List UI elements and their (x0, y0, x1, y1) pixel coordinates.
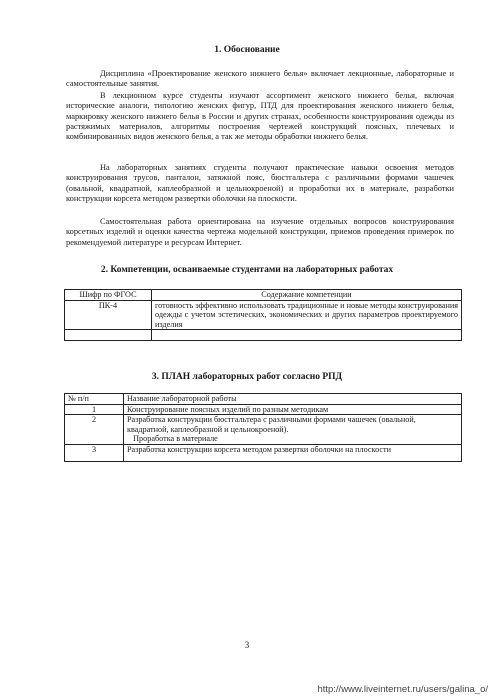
table-header-number: № п/п (65, 394, 124, 405)
table-header-row (65, 394, 462, 405)
table-cell-title: Конструирование поясных изделий по разным методикам (124, 404, 462, 415)
table-row-empty (65, 330, 462, 341)
table-header-content: Содержание компетенции (152, 290, 462, 301)
section-1-paragraph-2: В лекционном курсе студенты изучают ассортимент женского нижнего белья, включая исторические аналоги, типологию женских фигур, ПТД для проектирования женского нижнего белья, маркировку женского нижнего белья в России и других странах, особенности конструирования одежды из растяжимых материалов, алгоритмы построения чертежей конструкций поясных, плечевых и комбинированных видов женского белья, а так же методы обработки нижнего белья. (66, 91, 454, 142)
table-cell-content (152, 330, 462, 341)
table-row (65, 415, 462, 445)
table-cell-content: готовность эффективно использовать традиционные и новые методы конструирования одежды с учетом эстетических, экономических и других параметров проектируемого изделия (152, 300, 462, 330)
table-cell-title: Разработка конструкции бюстгальтера с различными формами чашечек (овальной, квадратной, каплеобразной и цельнокроеной). Проработка в материале (124, 415, 462, 445)
table-header-code: Шифр по ФГОС (65, 290, 152, 301)
watermark-url: http://www.liveinternet.ru/users/galina_o/ (317, 684, 488, 695)
section-3-title: 3. ПЛАН лабораторных работ согласно РПД (151, 372, 343, 382)
page-number: 3 (244, 640, 250, 650)
competencies-table (64, 289, 462, 341)
table-cell-number: 2 (65, 415, 124, 445)
section-1-paragraph-4: Самостоятельная работа ориентирована на изучение отдельных вопросов конструирования корсетных изделий и оценки качества чертежа модельной конструкции, приемов проведения примерок по рекомендуемой литературе и ресурсам Интернет. (66, 217, 454, 247)
table-row (65, 444, 462, 461)
table-cell-title: Разработка конструкции корсета методом развертки оболочки на плоскости (124, 444, 462, 461)
section-1-paragraph-3: На лабораторных занятиях студенты получают практические навыки освоения методов конструирования трусов, панталон, затяжной пояс, бюстгальтера с различными формами чашечек (овальной, квадратной, каплеобразной и цельнокроеной) и проработки их в материале, разработки конструкции корсета методом развертки оболочки на плоскости. (66, 163, 454, 203)
section-1-title: 1. Обоснование (214, 45, 280, 55)
table-header-title: Название лабораторной работы (124, 394, 462, 405)
section-2-title: 2. Компетенции, осваиваемые студентами на лабораторных работах (100, 265, 394, 275)
table-row (65, 404, 462, 415)
section-1-paragraph-1: Дисциплина «Проектирование женского нижнего белья» включает лекционные, лабораторные и самостоятельные занятия. (66, 69, 454, 89)
table-cell-code (65, 330, 152, 341)
table-cell-number: 3 (65, 444, 124, 461)
table-header-row (65, 290, 462, 301)
lab-plan-table (64, 393, 462, 462)
table-cell-code: ПК-4 (65, 300, 152, 330)
table-cell-number: 1 (65, 404, 124, 415)
table-row (65, 300, 462, 330)
